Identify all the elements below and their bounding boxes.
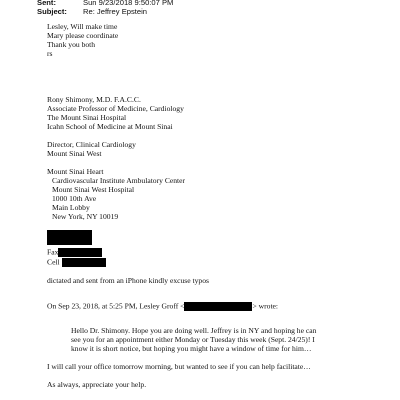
- quoted-line: know it is short notice, but hoping you might have a window of time for him…: [71, 344, 312, 353]
- signature-line: Icahn School of Medicine at Mount Sinai: [47, 122, 173, 131]
- signature-line: The Mount Sinai Hospital: [47, 113, 127, 122]
- sent-value: Sun 9/23/2018 9:50:07 PM: [83, 0, 174, 7]
- redaction-block: [58, 248, 102, 257]
- reply-line: Mary please coordinate: [47, 31, 119, 40]
- signature-line: Mount Sinai Heart: [47, 167, 104, 176]
- quoted-line: Hello Dr. Shimony. Hope you are doing well. Jeffrey is in NY and hoping he can: [71, 326, 317, 335]
- iphone-note: dictated and sent from an iPhone kindly excuse typos: [47, 276, 209, 285]
- sent-label: Sent:: [37, 0, 56, 7]
- signature-line: Associate Professor of Medicine, Cardiology: [47, 104, 184, 113]
- signature-line: 1000 10th Ave: [52, 194, 97, 203]
- reply-line: rs: [47, 49, 53, 58]
- signature-line: Mount Sinai West Hospital: [52, 185, 135, 194]
- subject-row: [37, 8, 147, 17]
- signature-line: Director, Clinical Cardiology: [47, 140, 136, 149]
- cell-row: [47, 258, 106, 267]
- cell-label: Cell: [47, 257, 60, 267]
- quoted-line: As always, appreciate your help.: [47, 380, 147, 389]
- redaction-block: [184, 302, 252, 311]
- signature-line: Cardiovascular Institute Ambulatory Center: [52, 176, 186, 185]
- quoted-line: see you for an appointment either Monday or Tuesday this week (Sept. 24/25)! I: [71, 335, 315, 344]
- signature-line: Rony Shimony, M.D. F.A.C.C.: [47, 95, 141, 104]
- quoted-line: I will call your office tomorrow morning, but wanted to see if you can help facilitate…: [47, 362, 311, 371]
- fax-row: [47, 248, 102, 257]
- redaction-block: [62, 258, 106, 267]
- quoted-intro: [47, 302, 278, 311]
- signature-line: Main Lobby: [52, 203, 90, 212]
- quoted-intro-prefix: On Sep 23, 2018, at 5:25 PM, Lesley Groff <: [47, 301, 185, 311]
- reply-line: Thank you both: [47, 40, 96, 49]
- fax-label: Fax: [47, 247, 59, 257]
- subject-value: Re: Jeffrey Epstein: [83, 7, 148, 16]
- signature-line: Mount Sinai West: [47, 149, 102, 158]
- subject-label: Subject:: [37, 7, 67, 16]
- quoted-intro-suffix: > wrote:: [252, 301, 279, 311]
- redaction-block: [47, 230, 92, 245]
- signature-line: New York, NY 10019: [52, 212, 119, 221]
- reply-line: Lesley, Will make time: [47, 22, 118, 31]
